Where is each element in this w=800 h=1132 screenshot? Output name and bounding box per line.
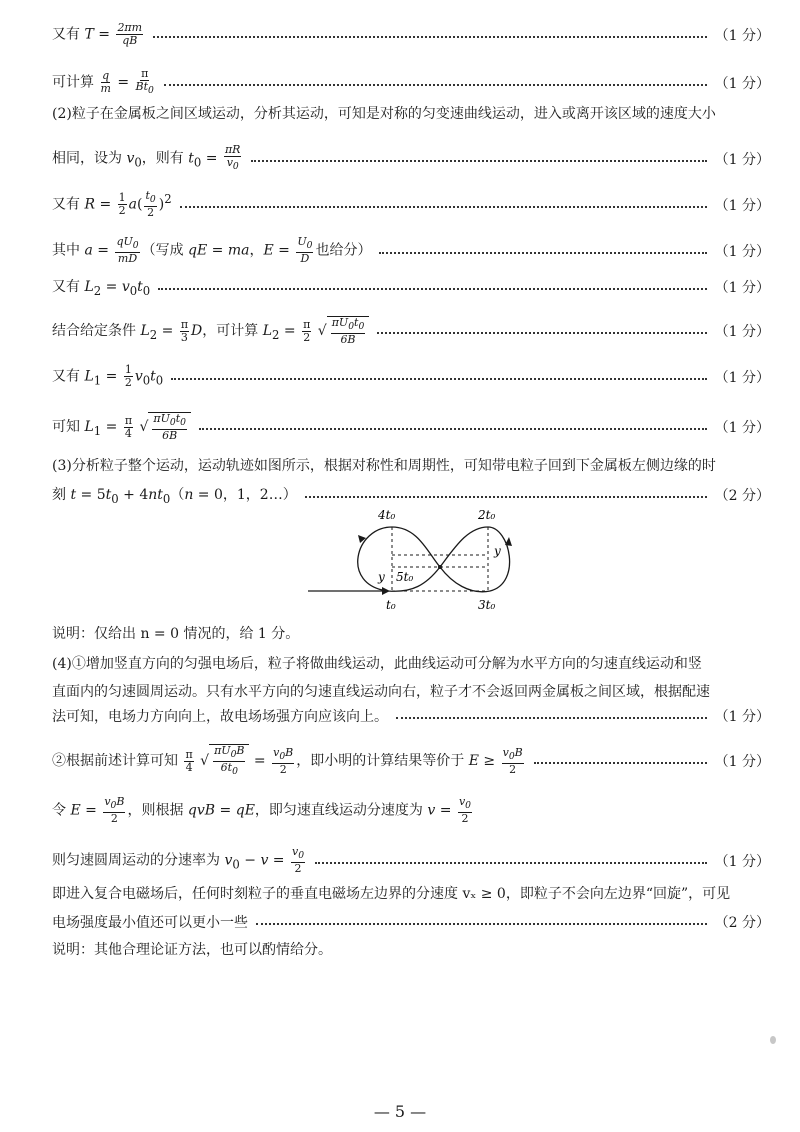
text-line: 法可知，电场力方向向上，故电场场强方向应该向上。 <box>52 709 388 725</box>
text-line: 说明：其他合理论证方法，也可以酌情给分。 <box>52 942 332 958</box>
leader-dots <box>164 84 707 86</box>
step-T: 又有 T = $\frac{2\pi m}{qB}$ （1 分） <box>52 21 770 47</box>
score-label: （1 分） <box>714 369 770 386</box>
leader-dots <box>379 252 706 254</box>
part-4-intro <box>52 650 770 706</box>
label-5t0: 5t₀ <box>396 570 414 584</box>
note-2 <box>52 936 770 964</box>
note-1 <box>52 620 770 648</box>
text-line: 即进入复合电磁场后，任何时刻粒子的垂直电磁场左边界的分速度 vₓ ≥ 0，即粒子不会向左边界“回旋”，可见 <box>52 886 731 902</box>
leader-dots <box>377 332 706 334</box>
text-line: 电场强度最小值还可以更小一些 <box>52 915 248 931</box>
leader-dots <box>180 206 707 208</box>
scan-mark <box>770 1036 776 1044</box>
step-time: 刻 $t = 5t_0 + 4nt_0(n = 0$，1，2…） （2 分） <box>52 484 770 506</box>
part-2-intro <box>52 100 770 128</box>
text-line: (3)分析粒子整个运动，运动轨迹如图所示，根据对称性和周期性，可知带电粒子回到下金属板左侧边缘的时 <box>52 458 716 474</box>
label-3t0: 3t₀ <box>478 598 496 612</box>
score-label: （2 分） <box>714 487 770 504</box>
text-line: (4)①增加竖直方向的匀强电场后，粒子将做曲线运动，此曲线运动可分解为水平方向的匀速直线运动和竖 <box>52 656 702 672</box>
step-L2: 又有 $L_2 = v_0t_0$ （1 分） <box>52 276 770 298</box>
leader-dots <box>251 160 706 162</box>
trajectory-figure <box>300 505 540 620</box>
leader-dots <box>153 36 707 38</box>
step-circular-speed: 则匀速圆周运动的分速率为 $v_0 - v$ = $\frac{v_0}{2}$ （1 分） <box>52 845 770 876</box>
score-label: （1 分） <box>714 324 770 341</box>
label-4t0: 4t₀ <box>378 508 396 522</box>
score-label: （2 分） <box>714 915 770 931</box>
part-3-intro <box>52 452 770 480</box>
step-field-direction <box>52 706 770 726</box>
label-y-left: y <box>378 570 385 584</box>
score-label: （1 分） <box>714 243 770 260</box>
score-label: （1 分） <box>714 27 770 44</box>
leader-dots <box>199 428 707 430</box>
score-label: （1 分） <box>714 420 770 437</box>
conclusion <box>52 880 770 908</box>
text-line: 直面内的匀速圆周运动。只有水平方向的匀速直线运动向右，粒子才不会返回两金属板之间区域，根据配速 <box>52 684 710 700</box>
step-L1-result: 可知 $L_1$ = $\frac{\pi}{4}$ √ $\frac{\pi U_0t_0}{6B}$ （1 分） <box>52 412 770 443</box>
leader-dots <box>158 288 706 290</box>
score-label: （1 分） <box>714 197 770 214</box>
score-label: （1 分） <box>714 754 770 771</box>
score-label: （1 分） <box>714 709 770 725</box>
step-conclusion <box>52 912 770 932</box>
step-let-E: 令 E = $\frac{v_0B}{2}$ ，则根据 qvB = qE，即匀速直线运动分速度为 v = $\frac{v_0}{2}$ <box>52 795 471 826</box>
leader-dots <box>305 496 707 498</box>
text-line: 说明：仅给出 n = 0 情况的，给 1 分。 <box>52 626 300 642</box>
score-label: （1 分） <box>714 151 770 168</box>
leader-dots <box>315 862 707 864</box>
leader-dots <box>534 762 707 764</box>
step-L2-result: 结合给定条件 $L_2$ = $\frac{\pi}{3}$ D，可计算 $L_2$ = $\frac{\pi}{2}$ √ $\frac{\pi U_0t_0}{6B}$ （1 分） <box>52 316 770 347</box>
step-q-over-m: 可计算 $\frac{q}{m}$ = $\frac{\pi}{Bt_0}$ （1 分） <box>52 67 770 97</box>
step-compare: ②根据前述计算可知 $\frac{\pi}{4}$ √ $\frac{\pi U_0B}{6t_0}$ = $\frac{v_0B}{2}$ ，即小明的计算结果等价于 E ≥ $\frac{v_0B}{2}$ （1 分） <box>52 744 770 778</box>
label-t0: t₀ <box>386 598 396 612</box>
arrow-icon <box>505 537 512 546</box>
label-y-right: y <box>494 544 501 558</box>
page-number: — 5 — <box>373 1102 427 1121</box>
step-t0: 相同，设为 $v_0$，则有 $t_0$ = $\frac{\pi R}{v_0}$ （1 分） <box>52 143 770 173</box>
label-2t0: 2t₀ <box>478 508 496 522</box>
leader-dots <box>171 378 706 380</box>
score-label: （1 分） <box>714 853 770 870</box>
score-label: （1 分） <box>714 75 770 92</box>
score-label: （1 分） <box>714 279 770 296</box>
text-line: (2)粒子在金属板之间区域运动，分析其运动，可知是对称的匀变速曲线运动，进入或离开该区域的速度大小 <box>52 106 716 122</box>
leader-dots <box>396 717 707 719</box>
step-a: 其中 a = $\frac{qU_0}{mD}$ （写成 qE = ma，E = $\frac{U_0}{D}$ 也给分） （1 分） <box>52 235 770 266</box>
step-L1: 又有 $L_1$ = $\frac{1}{2}$ $v_0t_0$ （1 分） <box>52 363 770 389</box>
crossing-point <box>438 565 442 569</box>
leader-dots <box>256 923 707 925</box>
step-R: 又有 R = $\frac{1}{2}$ a( $\frac{t_0}{2}$ )$^2$ （1 分） <box>52 189 770 220</box>
